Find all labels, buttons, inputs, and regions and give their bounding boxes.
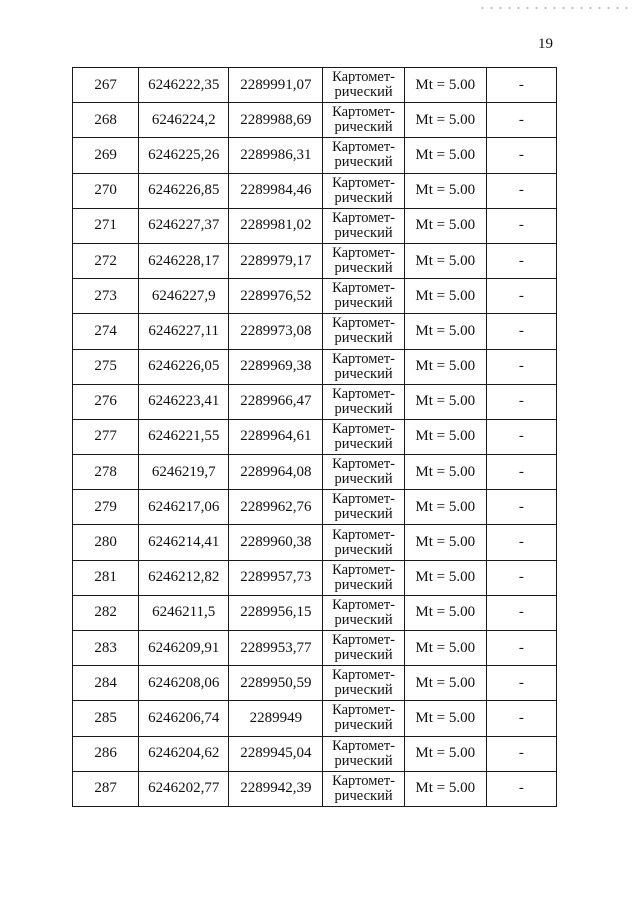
method-cell <box>323 666 404 701</box>
table-row <box>73 384 557 419</box>
table-row <box>73 173 557 208</box>
note-cell: - <box>486 631 556 666</box>
method-cell <box>323 243 404 278</box>
method-line-1: Картомет- <box>332 526 395 543</box>
table-row <box>73 701 557 736</box>
method-line-1: Картомет- <box>332 385 395 402</box>
table-row <box>73 419 557 454</box>
point-number-cell: 269 <box>73 138 139 173</box>
y-coordinate-cell: 2289981,02 <box>229 208 323 243</box>
method-line-1: Картомет- <box>332 420 395 437</box>
method-cell <box>323 103 404 138</box>
method-line-1: Картомет- <box>332 315 395 332</box>
accuracy-cell: Mt = 5.00 <box>404 455 486 490</box>
table-row <box>73 279 557 314</box>
point-number-cell: 267 <box>73 68 139 103</box>
accuracy-cell: Mt = 5.00 <box>404 771 486 806</box>
point-number-cell: 273 <box>73 279 139 314</box>
accuracy-cell: Mt = 5.00 <box>404 666 486 701</box>
accuracy-cell: Mt = 5.00 <box>404 138 486 173</box>
table-row <box>73 243 557 278</box>
y-coordinate-cell: 2289979,17 <box>229 243 323 278</box>
accuracy-cell: Mt = 5.00 <box>404 314 486 349</box>
y-coordinate-cell: 2289960,38 <box>229 525 323 560</box>
method-cell <box>323 384 404 419</box>
method-cell <box>323 595 404 630</box>
x-coordinate-cell: 6246227,11 <box>139 314 229 349</box>
method-line-1: Картомет- <box>332 561 395 578</box>
x-coordinate-cell: 6246228,17 <box>139 243 229 278</box>
note-cell: - <box>486 736 556 771</box>
note-cell: - <box>486 560 556 595</box>
method-cell <box>323 349 404 384</box>
x-coordinate-cell: 6246217,06 <box>139 490 229 525</box>
x-coordinate-cell: 6246225,26 <box>139 138 229 173</box>
method-line-2: рический <box>334 647 393 664</box>
method-cell <box>323 173 404 208</box>
table-row <box>73 455 557 490</box>
method-line-2: рический <box>334 260 393 277</box>
method-line-1: Картомет- <box>332 632 395 649</box>
x-coordinate-cell: 6246227,37 <box>139 208 229 243</box>
method-line-1: Картомет- <box>332 772 395 789</box>
accuracy-cell: Mt = 5.00 <box>404 560 486 595</box>
accuracy-cell: Mt = 5.00 <box>404 490 486 525</box>
note-cell: - <box>486 490 556 525</box>
table-row <box>73 490 557 525</box>
x-coordinate-cell: 6246226,85 <box>139 173 229 208</box>
table-row <box>73 771 557 806</box>
x-coordinate-cell: 6246227,9 <box>139 279 229 314</box>
accuracy-cell: Mt = 5.00 <box>404 525 486 560</box>
note-cell: - <box>486 279 556 314</box>
y-coordinate-cell: 2289953,77 <box>229 631 323 666</box>
x-coordinate-cell: 6246226,05 <box>139 349 229 384</box>
method-line-1: Картомет- <box>332 174 395 191</box>
table-row <box>73 631 557 666</box>
table-row <box>73 138 557 173</box>
coordinates-table-body <box>73 68 557 807</box>
x-coordinate-cell: 6246208,06 <box>139 666 229 701</box>
table-row <box>73 103 557 138</box>
note-cell: - <box>486 138 556 173</box>
method-line-2: рический <box>334 330 393 347</box>
method-line-2: рический <box>334 224 393 241</box>
accuracy-cell: Mt = 5.00 <box>404 279 486 314</box>
note-cell: - <box>486 314 556 349</box>
point-number-cell: 275 <box>73 349 139 384</box>
point-number-cell: 272 <box>73 243 139 278</box>
point-number-cell: 287 <box>73 771 139 806</box>
table-row <box>73 525 557 560</box>
point-number-cell: 270 <box>73 173 139 208</box>
y-coordinate-cell: 2289984,46 <box>229 173 323 208</box>
y-coordinate-cell: 2289956,15 <box>229 595 323 630</box>
note-cell: - <box>486 525 556 560</box>
y-coordinate-cell: 2289942,39 <box>229 771 323 806</box>
method-cell <box>323 419 404 454</box>
point-number-cell: 268 <box>73 103 139 138</box>
note-cell: - <box>486 666 556 701</box>
accuracy-cell: Mt = 5.00 <box>404 384 486 419</box>
method-cell <box>323 560 404 595</box>
note-cell: - <box>486 455 556 490</box>
accuracy-cell: Mt = 5.00 <box>404 208 486 243</box>
method-cell <box>323 68 404 103</box>
method-line-2: рический <box>334 84 393 101</box>
y-coordinate-cell: 2289957,73 <box>229 560 323 595</box>
method-line-2: рический <box>334 717 393 734</box>
y-coordinate-cell: 2289969,38 <box>229 349 323 384</box>
x-coordinate-cell: 6246223,41 <box>139 384 229 419</box>
point-number-cell: 276 <box>73 384 139 419</box>
note-cell: - <box>486 701 556 736</box>
method-line-1: Картомет- <box>332 104 395 121</box>
accuracy-cell: Mt = 5.00 <box>404 631 486 666</box>
method-line-2: рический <box>334 154 393 171</box>
x-coordinate-cell: 6246224,2 <box>139 103 229 138</box>
point-number-cell: 285 <box>73 701 139 736</box>
x-coordinate-cell: 6246209,91 <box>139 631 229 666</box>
y-coordinate-cell: 2289966,47 <box>229 384 323 419</box>
method-cell <box>323 525 404 560</box>
y-coordinate-cell: 2289962,76 <box>229 490 323 525</box>
method-cell <box>323 279 404 314</box>
accuracy-cell: Mt = 5.00 <box>404 349 486 384</box>
y-coordinate-cell: 2289973,08 <box>229 314 323 349</box>
y-coordinate-cell: 2289964,08 <box>229 455 323 490</box>
table-row <box>73 68 557 103</box>
method-line-2: рический <box>334 541 393 558</box>
method-line-1: Картомет- <box>332 737 395 754</box>
point-number-cell: 284 <box>73 666 139 701</box>
method-line-2: рический <box>334 400 393 417</box>
point-number-cell: 282 <box>73 595 139 630</box>
y-coordinate-cell: 2289949 <box>229 701 323 736</box>
method-cell <box>323 208 404 243</box>
coordinates-table <box>72 67 557 807</box>
method-line-2: рический <box>334 119 393 136</box>
note-cell: - <box>486 173 556 208</box>
method-line-1: Картомет- <box>332 596 395 613</box>
point-number-cell: 280 <box>73 525 139 560</box>
y-coordinate-cell: 2289964,61 <box>229 419 323 454</box>
x-coordinate-cell: 6246222,35 <box>139 68 229 103</box>
y-coordinate-cell: 2289976,52 <box>229 279 323 314</box>
method-cell <box>323 631 404 666</box>
note-cell: - <box>486 103 556 138</box>
accuracy-cell: Mt = 5.00 <box>404 68 486 103</box>
accuracy-cell: Mt = 5.00 <box>404 103 486 138</box>
note-cell: - <box>486 243 556 278</box>
x-coordinate-cell: 6246219,7 <box>139 455 229 490</box>
method-line-2: рический <box>334 506 393 523</box>
x-coordinate-cell: 6246211,5 <box>139 595 229 630</box>
method-line-1: Картомет- <box>332 280 395 297</box>
page-number: 19 <box>538 36 553 52</box>
table-row <box>73 736 557 771</box>
table-row <box>73 666 557 701</box>
method-cell <box>323 490 404 525</box>
x-coordinate-cell: 6246212,82 <box>139 560 229 595</box>
table-row <box>73 208 557 243</box>
accuracy-cell: Mt = 5.00 <box>404 173 486 208</box>
point-number-cell: 281 <box>73 560 139 595</box>
accuracy-cell: Mt = 5.00 <box>404 243 486 278</box>
method-line-2: рический <box>334 435 393 452</box>
note-cell: - <box>486 595 556 630</box>
method-line-2: рический <box>334 787 393 804</box>
method-line-2: рический <box>334 682 393 699</box>
method-cell <box>323 138 404 173</box>
method-cell <box>323 736 404 771</box>
point-number-cell: 279 <box>73 490 139 525</box>
method-cell <box>323 314 404 349</box>
x-coordinate-cell: 6246206,74 <box>139 701 229 736</box>
point-number-cell: 286 <box>73 736 139 771</box>
method-line-2: рический <box>334 576 393 593</box>
note-cell: - <box>486 384 556 419</box>
x-coordinate-cell: 6246214,41 <box>139 525 229 560</box>
method-line-1: Картомет- <box>332 245 395 262</box>
method-line-1: Картомет- <box>332 350 395 367</box>
x-coordinate-cell: 6246221,55 <box>139 419 229 454</box>
accuracy-cell: Mt = 5.00 <box>404 419 486 454</box>
table-row <box>73 595 557 630</box>
y-coordinate-cell: 2289988,69 <box>229 103 323 138</box>
method-line-1: Картомет- <box>332 491 395 508</box>
method-line-2: рический <box>334 295 393 312</box>
point-number-cell: 274 <box>73 314 139 349</box>
method-line-1: Картомет- <box>332 456 395 473</box>
y-coordinate-cell: 2289991,07 <box>229 68 323 103</box>
scan-noise-dots <box>478 4 628 12</box>
point-number-cell: 283 <box>73 631 139 666</box>
y-coordinate-cell: 2289950,59 <box>229 666 323 701</box>
method-cell <box>323 701 404 736</box>
method-line-1: Картомет- <box>332 702 395 719</box>
point-number-cell: 277 <box>73 419 139 454</box>
method-line-2: рический <box>334 611 393 628</box>
point-number-cell: 278 <box>73 455 139 490</box>
note-cell: - <box>486 68 556 103</box>
method-line-2: рический <box>334 752 393 769</box>
note-cell: - <box>486 771 556 806</box>
method-cell <box>323 455 404 490</box>
table-row <box>73 560 557 595</box>
accuracy-cell: Mt = 5.00 <box>404 595 486 630</box>
method-line-2: рический <box>334 365 393 382</box>
method-line-1: Картомет- <box>332 209 395 226</box>
note-cell: - <box>486 419 556 454</box>
method-line-1: Картомет- <box>332 69 395 86</box>
note-cell: - <box>486 349 556 384</box>
method-line-1: Картомет- <box>332 667 395 684</box>
y-coordinate-cell: 2289945,04 <box>229 736 323 771</box>
accuracy-cell: Mt = 5.00 <box>404 736 486 771</box>
x-coordinate-cell: 6246204,62 <box>139 736 229 771</box>
note-cell: - <box>486 208 556 243</box>
method-line-2: рический <box>334 189 393 206</box>
method-cell <box>323 771 404 806</box>
method-line-2: рический <box>334 471 393 488</box>
method-line-1: Картомет- <box>332 139 395 156</box>
y-coordinate-cell: 2289986,31 <box>229 138 323 173</box>
table-row <box>73 349 557 384</box>
table-row <box>73 314 557 349</box>
accuracy-cell: Mt = 5.00 <box>404 701 486 736</box>
x-coordinate-cell: 6246202,77 <box>139 771 229 806</box>
point-number-cell: 271 <box>73 208 139 243</box>
